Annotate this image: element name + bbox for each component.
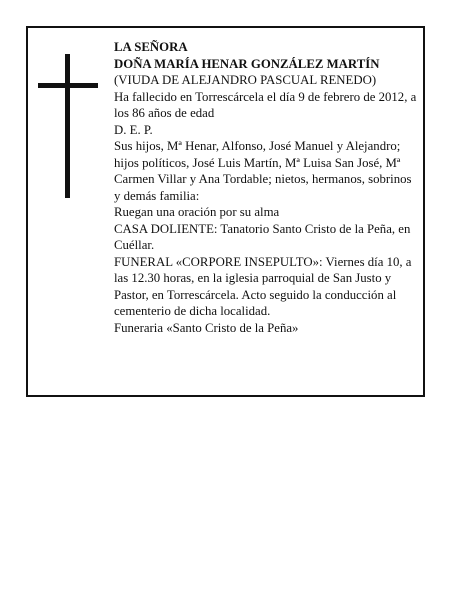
funeral-info: FUNERAL «CORPORE INSEPULTO»: Viernes día 10, a las 12.30 horas, en la iglesia parroquial de San Justo y Pastor, en Torrescárcela. Acto seguido la conducción al cementerio de dicha localidad. <box>114 254 412 318</box>
rip-line: D. E. P. <box>114 122 153 137</box>
family-list: Sus hijos, Mª Henar, Alfonso, José Manuel y Alejandro; hijos políticos, José Luis Martín, Mª Luisa San José, Mª Carmen Villar y Ana Tordable; nietos, hermanos, sobrinos y demás familia: <box>114 139 412 203</box>
cross-vertical-bar <box>65 54 70 198</box>
widow-of-line: (VIUDA DE ALEJANDRO PASCUAL RENEDO) <box>114 73 377 87</box>
cross-icon <box>38 54 98 198</box>
death-info: Ha fallecido en Torrescárcela el día 9 de febrero de 2012, a los 86 años de edad <box>114 89 417 120</box>
obituary-text <box>114 39 419 336</box>
title-line: LA SEÑORA <box>114 40 188 54</box>
cross-horizontal-bar <box>38 83 98 88</box>
deceased-name: DOÑA MARÍA HENAR GONZÁLEZ MARTÍN <box>114 56 380 71</box>
prayer-request: Ruegan una oración por su alma <box>114 205 280 219</box>
obituary-notice <box>26 26 425 397</box>
funeraria-line: Funeraria «Santo Cristo de la Peña» <box>114 320 299 335</box>
casa-doliente: CASA DOLIENTE: Tanatorio Santo Cristo de la Peña, en Cuéllar. <box>114 221 411 252</box>
